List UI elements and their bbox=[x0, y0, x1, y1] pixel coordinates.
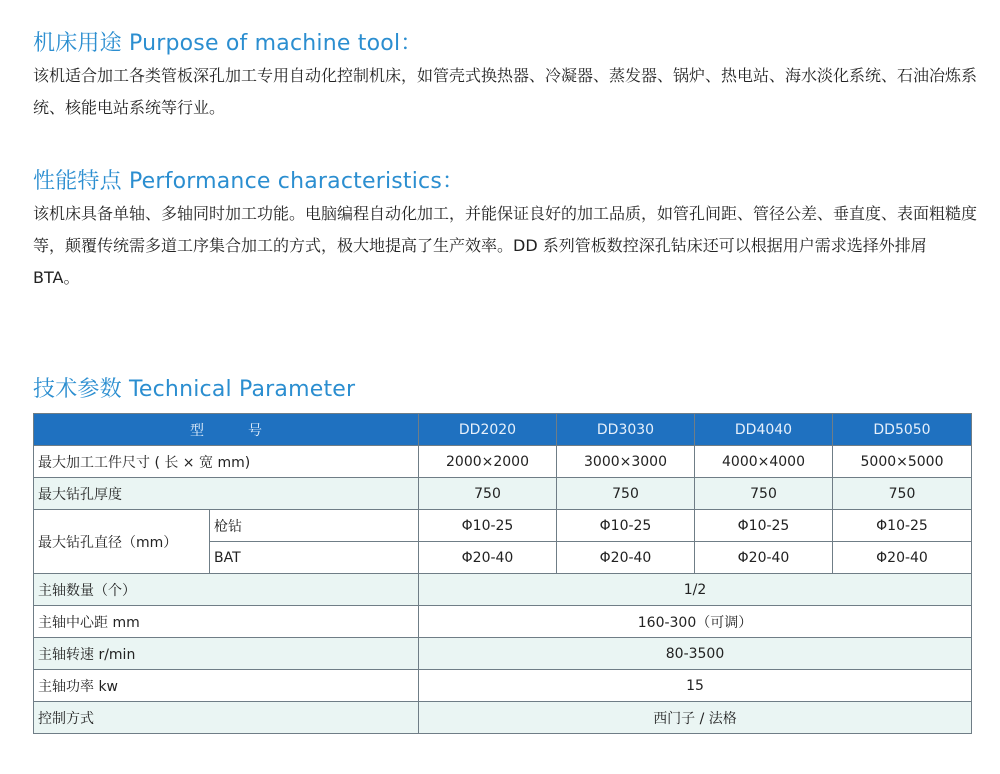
center-distance-value: 160-300（可调） bbox=[419, 606, 972, 638]
gun-drill-value: Φ10-25 bbox=[557, 510, 695, 542]
model-header-char-2: 号 bbox=[248, 422, 262, 439]
gun-drill-value: Φ10-25 bbox=[419, 510, 557, 542]
model-dd4040: DD4040 bbox=[695, 414, 833, 446]
purpose-title: 机床用途 Purpose of machine tool： bbox=[33, 31, 423, 56]
thickness-value: 750 bbox=[419, 478, 557, 510]
bat-value: Φ20-40 bbox=[419, 542, 557, 574]
technical-parameter-title: 技术参数 Technical Parameter bbox=[33, 377, 356, 402]
bat-label: BAT bbox=[210, 542, 419, 574]
control-mode-label: 控制方式 bbox=[34, 702, 419, 734]
table-row-thickness bbox=[34, 478, 972, 510]
diameter-label: 最大钻孔直径（mm） bbox=[34, 510, 210, 574]
thickness-value: 750 bbox=[557, 478, 695, 510]
bat-value: Φ20-40 bbox=[695, 542, 833, 574]
size-value: 4000×4000 bbox=[695, 446, 833, 478]
table-row-size bbox=[34, 446, 972, 478]
spindle-count-value: 1/2 bbox=[419, 574, 972, 606]
gun-drill-value: Φ10-25 bbox=[833, 510, 972, 542]
performance-text: 该机床具备单轴、多轴同时加工功能。电脑编程自动化加工，并能保证良好的加工品质，如管孔间距、管径公差、垂直度、表面粗糙度等，颠覆传统需多道工序集合加工的方式，极大地提高了生产效率。DD 系列管板数控深孔钻床还可以根据用户需求选择外排屑 BTA。 bbox=[33, 204, 978, 287]
spindle-count-label: 主轴数量（个） bbox=[34, 574, 419, 606]
table-row-spindle-speed bbox=[34, 638, 972, 670]
purpose-text: 该机适合加工各类管板深孔加工专用自动化控制机床，如管壳式换热器、冷凝器、蒸发器、锅炉、热电站、海水淡化系统、石油冶炼系统、核能电站系统等行业。 bbox=[33, 66, 978, 117]
control-mode-value: 西门子 / 法格 bbox=[419, 702, 972, 734]
model-dd2020: DD2020 bbox=[419, 414, 557, 446]
spindle-speed-value: 80-3500 bbox=[419, 638, 972, 670]
thickness-value: 750 bbox=[833, 478, 972, 510]
bat-value: Φ20-40 bbox=[557, 542, 695, 574]
thickness-value: 750 bbox=[695, 478, 833, 510]
center-distance-label: 主轴中心距 mm bbox=[34, 606, 419, 638]
spindle-power-value: 15 bbox=[419, 670, 972, 702]
model-header-char-1: 型 bbox=[190, 422, 204, 439]
technical-parameter-table bbox=[33, 413, 972, 734]
table-row-control-mode bbox=[34, 702, 972, 734]
size-value: 3000×3000 bbox=[557, 446, 695, 478]
size-label: 最大加工工件尺寸 ( 长 × 宽 mm) bbox=[34, 446, 419, 478]
size-value: 5000×5000 bbox=[833, 446, 972, 478]
spindle-power-label: 主轴功率 kw bbox=[34, 670, 419, 702]
thickness-label: 最大钻孔厚度 bbox=[34, 478, 419, 510]
table-header-row bbox=[34, 414, 972, 446]
bat-value: Φ20-40 bbox=[833, 542, 972, 574]
gun-drill-value: Φ10-25 bbox=[695, 510, 833, 542]
table-row-gun-drill bbox=[34, 510, 972, 542]
table-row-spindle-count bbox=[34, 574, 972, 606]
size-value: 2000×2000 bbox=[419, 446, 557, 478]
table-row-center-distance bbox=[34, 606, 972, 638]
gun-drill-label: 枪钻 bbox=[210, 510, 419, 542]
model-header bbox=[34, 414, 419, 446]
spindle-speed-label: 主轴转速 r/min bbox=[34, 638, 419, 670]
performance-title: 性能特点 Performance characteristics： bbox=[33, 169, 465, 194]
model-dd3030: DD3030 bbox=[557, 414, 695, 446]
model-dd5050: DD5050 bbox=[833, 414, 972, 446]
table-row-spindle-power bbox=[34, 670, 972, 702]
